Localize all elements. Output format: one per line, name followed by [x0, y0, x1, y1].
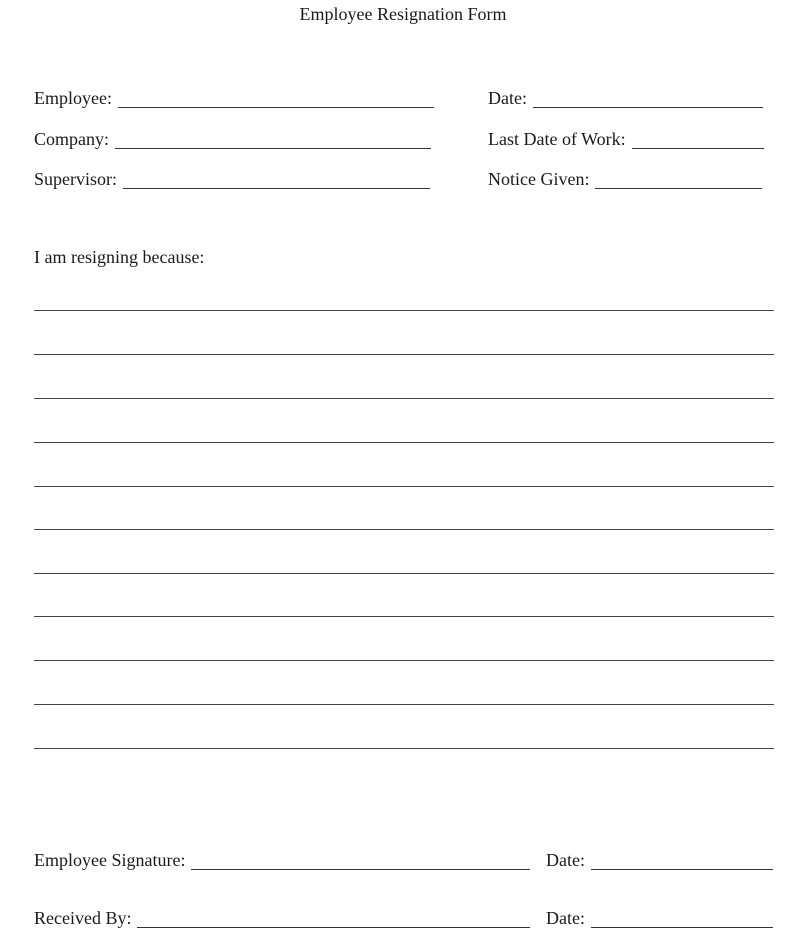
last-date-of-work-field[interactable] [488, 125, 764, 149]
reason-line[interactable] [34, 616, 774, 617]
received-by-field[interactable] [34, 904, 530, 928]
employee-signature-input[interactable] [191, 849, 530, 870]
signature-date-label: Date: [546, 850, 585, 870]
company-label: Company: [34, 129, 109, 149]
received-by-label: Received By: [34, 908, 132, 928]
reason-line[interactable] [34, 310, 774, 311]
supervisor-input[interactable] [123, 168, 430, 189]
date-label: Date: [488, 88, 527, 108]
reason-line[interactable] [34, 398, 774, 399]
resignation-reason-prompt: I am resigning because: [34, 247, 205, 267]
company-input[interactable] [115, 128, 431, 149]
company-field[interactable] [34, 125, 431, 149]
employee-signature-label: Employee Signature: [34, 850, 186, 870]
signature-date-field[interactable] [546, 846, 773, 870]
notice-given-field[interactable] [488, 165, 762, 189]
reason-line[interactable] [34, 529, 774, 530]
date-field[interactable] [488, 84, 763, 108]
reason-line[interactable] [34, 442, 774, 443]
signature-date-input[interactable] [591, 849, 773, 870]
form-title: Employee Resignation Form [299, 4, 507, 24]
received-date-input[interactable] [591, 907, 773, 928]
date-input[interactable] [533, 87, 763, 108]
employee-label: Employee: [34, 88, 112, 108]
employee-field[interactable] [34, 84, 434, 108]
supervisor-label: Supervisor: [34, 169, 117, 189]
reason-line[interactable] [34, 660, 774, 661]
employee-signature-field[interactable] [34, 846, 530, 870]
received-date-field[interactable] [546, 904, 773, 928]
reason-line[interactable] [34, 704, 774, 705]
employee-input[interactable] [118, 87, 434, 108]
last-date-of-work-input[interactable] [632, 128, 764, 149]
received-date-label: Date: [546, 908, 585, 928]
notice-given-label: Notice Given: [488, 169, 590, 189]
reason-line[interactable] [34, 354, 774, 355]
reason-line[interactable] [34, 748, 774, 749]
notice-given-input[interactable] [595, 168, 762, 189]
last-date-of-work-label: Last Date of Work: [488, 129, 626, 149]
reason-line[interactable] [34, 573, 774, 574]
received-by-input[interactable] [137, 907, 530, 928]
supervisor-field[interactable] [34, 165, 430, 189]
reason-line[interactable] [34, 486, 774, 487]
